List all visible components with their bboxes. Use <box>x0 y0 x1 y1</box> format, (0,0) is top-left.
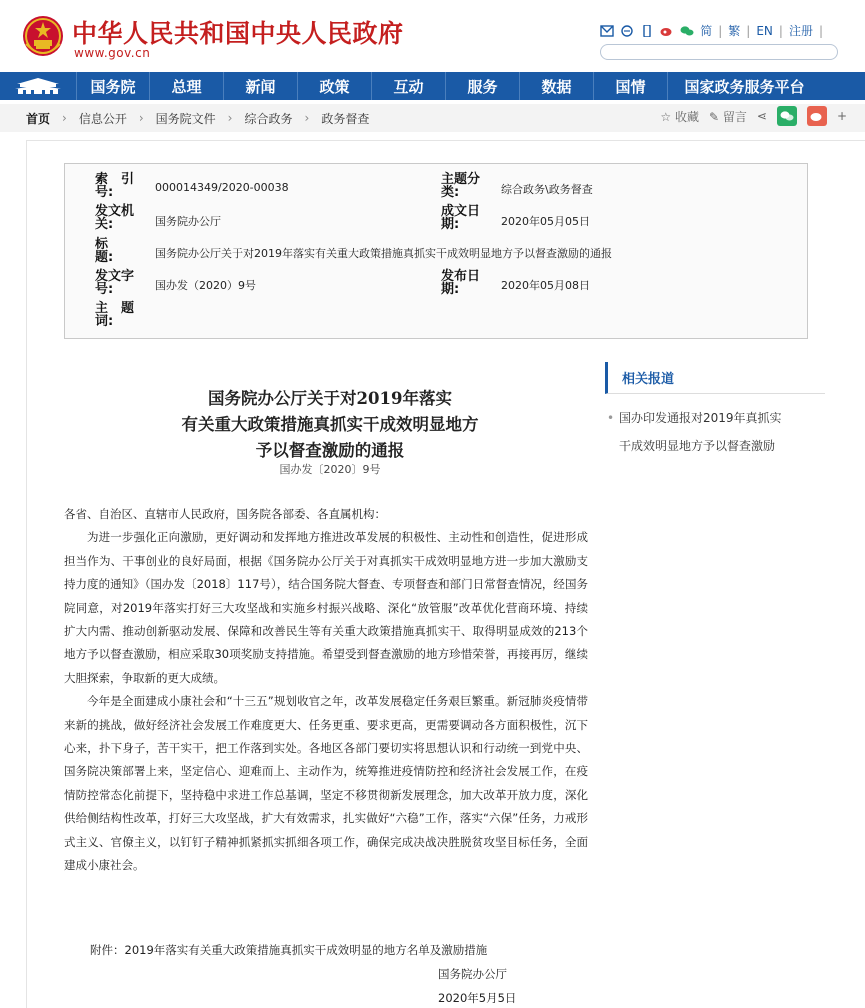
publish-date-label: 发布日 期: <box>441 269 481 297</box>
nav-news[interactable]: 新闻 <box>223 72 297 100</box>
mail-icon[interactable] <box>600 25 614 37</box>
simplified-chinese-link[interactable]: 简 <box>700 24 713 38</box>
related-reports-heading: 相关报道 <box>605 362 825 394</box>
site-title[interactable]: 中华人民共和国中央人民政府 <box>72 19 404 48</box>
document-title <box>110 386 550 464</box>
mobile-icon[interactable] <box>640 25 654 37</box>
weibo-share-icon[interactable] <box>807 106 827 126</box>
nav-policy[interactable]: 政策 <box>297 72 371 100</box>
message-icon[interactable] <box>620 25 634 37</box>
wechat-icon[interactable] <box>680 25 694 37</box>
divider: | <box>818 23 823 38</box>
breadcrumb-state-council-docs[interactable]: 国务院文件 <box>155 111 216 126</box>
search-input[interactable] <box>600 44 838 60</box>
document-title-line: 国务院办公厅关于对2019年落实 <box>208 389 452 408</box>
breadcrumb-supervision[interactable]: 政务督查 <box>321 111 370 126</box>
comment-label: 留言 <box>722 109 747 124</box>
keywords-label: 主 题 词: <box>95 301 135 329</box>
signer: 国务院办公厅 <box>438 967 507 981</box>
nav-premier[interactable]: 总理 <box>149 72 223 100</box>
pen-icon: ✎ <box>708 109 720 124</box>
site-header <box>0 0 865 72</box>
chevron-right-icon: › <box>62 111 67 125</box>
breadcrumb-general-affairs[interactable]: 综合政务 <box>244 111 293 126</box>
tiananmen-icon <box>13 77 63 95</box>
star-icon: ☆ <box>660 109 672 124</box>
chevron-right-icon: › <box>138 111 144 125</box>
nav-state-council[interactable]: 国务院 <box>76 72 149 100</box>
main-nav <box>0 72 865 100</box>
topic-value: 综合政务\政务督查 <box>501 183 593 196</box>
article-tools <box>660 106 847 126</box>
share-icon[interactable]: ⋖ <box>756 109 767 123</box>
document-meta-table <box>64 163 808 339</box>
nav-interaction[interactable]: 互动 <box>371 72 445 100</box>
traditional-chinese-link[interactable]: 繁 <box>728 24 741 38</box>
related-report-line: • 国办印发通报对2019年真抓实 <box>619 411 782 425</box>
publish-date-value: 2020年05月08日 <box>501 279 590 292</box>
english-link[interactable]: EN <box>756 23 773 38</box>
divider: | <box>778 23 783 38</box>
issuer-label: 发文机 关: <box>95 204 135 232</box>
document-title-line: 予以督查激励的通报 <box>255 441 405 460</box>
divider: | <box>746 23 751 38</box>
nav-gov-service-platform[interactable]: 国家政务服务平台 <box>667 72 821 100</box>
weibo-icon[interactable] <box>660 25 674 37</box>
signature-date: 2020年5月5日 <box>438 991 517 1005</box>
index-value: 000014349/2020-00038 <box>155 181 289 194</box>
related-reports-sidebar <box>605 362 825 460</box>
favorite-button[interactable] <box>660 108 699 125</box>
document-number: 国办发〔2020〕9号 <box>279 463 381 476</box>
national-emblem-icon[interactable] <box>22 14 64 60</box>
doc-number-label: 发文字 号: <box>95 269 135 297</box>
divider: | <box>718 23 723 38</box>
title-label: 标 题: <box>95 237 135 265</box>
paragraph: 今年是全面建成小康社会和“十三五”规划收官之年，改革发展稳定任务艰巨繁重。新冠肺炎疫情带来新的挑战，做好经济社会发展工作难度更大、任务更重、要求更高，更需要调动各方面积极性，沉下心来，扑下身子，苦干实干，把工作落到实处。各地区各部门要切实将思想认识和行动统一到党中央、国务院决策部署上来，坚定信心、迎难而上、主动作为，统筹推进疫情防控和经济社会发展工作，在疫情防控常态化前提下，坚持稳中求进工作总基调，坚定不移贯彻新发展理念，加大改革开放力度，深化供给侧结构性改革，打好三大攻坚战，扩大有效需求，扎实做好“六稳”工作，落实“六保”任务，力戒形式主义、官僚主义，以钉钉子精神抓紧抓实抓细各项工作，确保完成决战决胜脱贫攻坚目标任务，全面建成小康社会。 <box>64 694 588 873</box>
index-label: 索 引 号: <box>95 172 135 200</box>
document-title-line: 有关重大政策措施真抓实干成效明显地方 <box>181 415 479 434</box>
nav-home-brand[interactable] <box>0 72 76 100</box>
related-report-line: 干成效明显地方予以督查激励 <box>619 439 776 453</box>
created-date-label: 成文日 期: <box>441 204 481 232</box>
utility-links <box>600 22 823 39</box>
topic-label: 主题分 类: <box>441 172 481 200</box>
paragraph: 为进一步强化正向激励，更好调动和发挥地方推进改革发展的积极性、主动性和创造性，促进形成担当作为、干事创业的良好局面，根据《国务院办公厅关于对真抓实干成效明显地方进一步加大激励支持力度的通知》（国办发〔2018〕117号），结合国务院大督查、专项督查和部门日常督查情况，经国务院同意，对2019年落实打好三大攻坚战和实施乡村振兴战略、深化“放管服”改革优化营商环境、持续扩大内需、推动创新驱动发展、保障和改善民生等有关重大政策措施真抓实干、取得明显成效的213个地方予以督查激励，相应采取30项奖励支持措施。希望受到督查激励的地方珍惜荣誉，再接再厉，继续大胆探索，争取新的更大成绩。 <box>64 530 588 685</box>
nav-services[interactable]: 服务 <box>445 72 519 100</box>
site-url: www.gov.cn <box>74 46 151 60</box>
chevron-right-icon: › <box>227 111 233 125</box>
related-report-link[interactable] <box>605 404 825 460</box>
nav-data[interactable]: 数据 <box>519 72 593 100</box>
issuer-value: 国务院办公厅 <box>155 215 221 228</box>
plus-icon[interactable]: + <box>836 109 847 123</box>
document-body <box>64 503 588 878</box>
chevron-right-icon: › <box>304 111 310 125</box>
wechat-share-icon[interactable] <box>777 106 797 126</box>
attachment-link[interactable]: 附件：2019年落实有关重大政策措施真抓实干成效明显的地方名单及激励措施 <box>90 943 488 957</box>
nav-national-info[interactable]: 国情 <box>593 72 667 100</box>
register-link[interactable]: 注册 <box>788 24 813 38</box>
title-value: 国务院办公厅关于对2019年落实有关重大政策措施真抓实干成效明显地方予以督查激励的通报 <box>155 247 612 260</box>
comment-button[interactable] <box>709 108 747 125</box>
breadcrumb-info-disclosure[interactable]: 信息公开 <box>78 111 127 126</box>
salutation: 各省、自治区、直辖市人民政府，国务院各部委、各直属机构： <box>64 507 386 521</box>
created-date-value: 2020年05月05日 <box>501 215 590 228</box>
doc-number-value: 国办发（2020）9号 <box>155 279 256 292</box>
breadcrumb-home[interactable]: 首页 <box>26 111 51 126</box>
favorite-label: 收藏 <box>674 109 699 124</box>
